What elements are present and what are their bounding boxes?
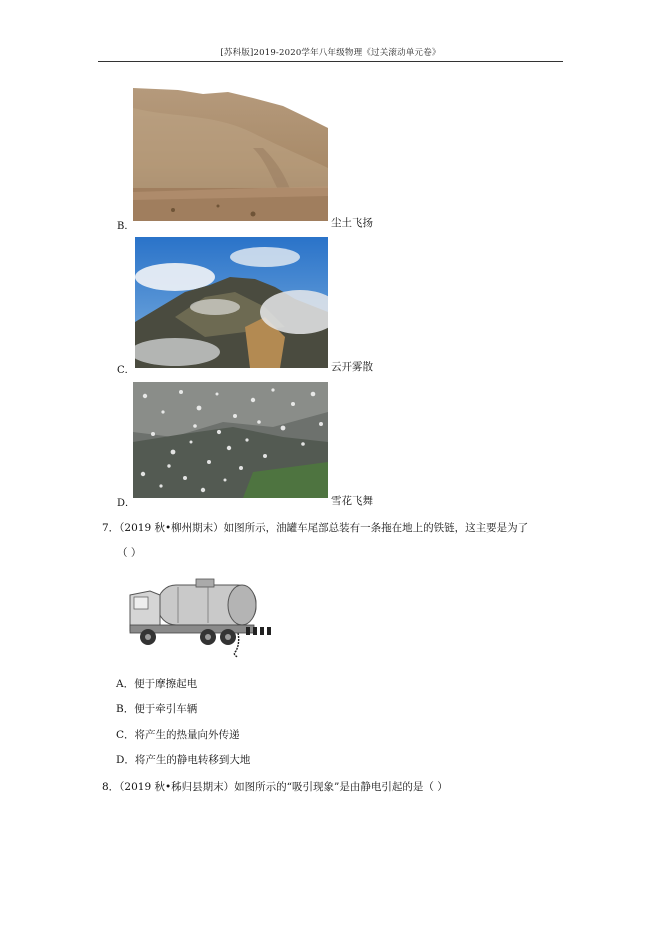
option-c-label: C．	[117, 365, 135, 376]
oil-tanker-truck-figure	[128, 573, 274, 659]
page-header: [苏科版]2019-2020学年八年级物理《过关滚动单元卷》	[220, 48, 441, 58]
dust-storm-photo	[133, 88, 328, 221]
q7-choice-a: A．便于摩擦起电	[116, 678, 198, 690]
header-divider	[98, 61, 563, 62]
q7-choice-b: B．便于牵引车辆	[116, 703, 198, 715]
q7-choice-d: D．将产生的静电转移到大地	[116, 754, 251, 766]
option-d-label: D．	[117, 498, 136, 509]
q7-stem: 7．（2019 秋•柳州期末）如图所示，油罐车尾部总装有一条拖在地上的铁链，这主要是为了	[102, 522, 529, 534]
mountain-fog-photo	[135, 237, 328, 368]
q8-stem: 8．（2019 秋•秭归县期末）如图所示的“吸引现象”是由静电引起的是（ ）	[102, 781, 448, 793]
option-c-caption: 云开雾散	[331, 361, 373, 373]
q7-choice-c: C．将产生的热量向外传递	[116, 729, 240, 741]
snowfall-photo	[133, 382, 328, 498]
option-b-label: B．	[117, 221, 135, 232]
option-d-caption: 雪花飞舞	[331, 495, 373, 507]
q7-answer-bracket: （ ）	[117, 547, 142, 559]
option-b-caption: 尘土飞扬	[331, 217, 373, 229]
